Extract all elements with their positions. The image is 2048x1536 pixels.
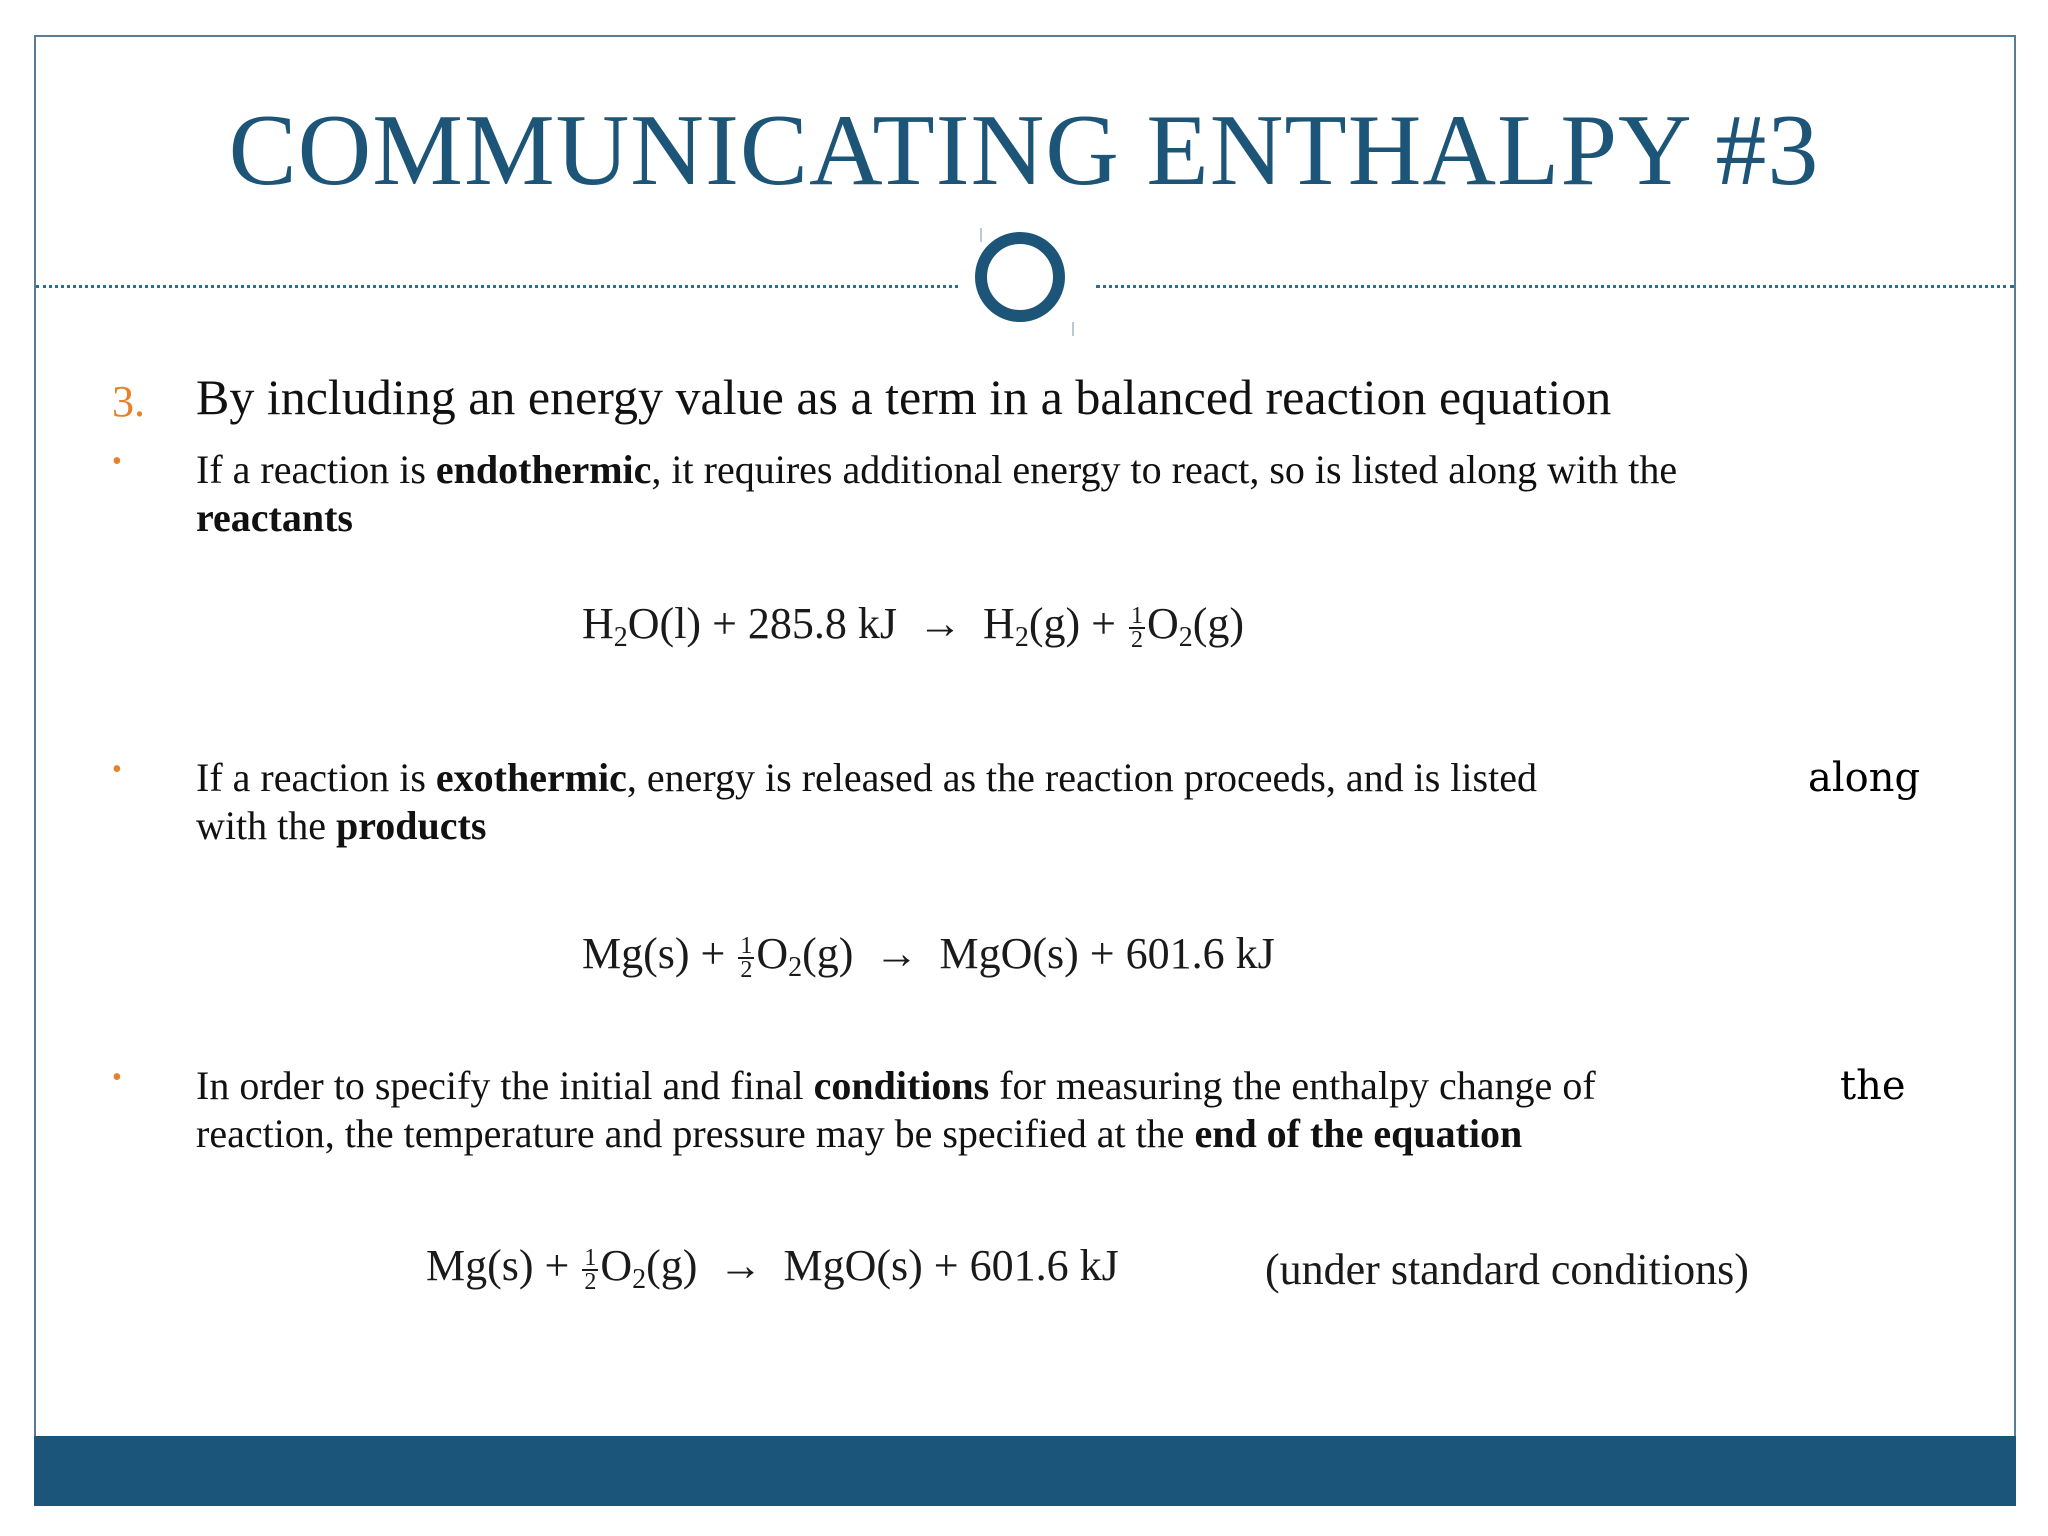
equation-endothermic [582, 599, 1245, 653]
bullet-bold-term: end of the equation [1194, 1111, 1523, 1156]
eq-term: (g) + [1028, 599, 1116, 648]
slide-title: COMMUNICATING ENTHALPY #3 [228, 94, 1820, 207]
bullet-endothermic [196, 446, 1916, 542]
bullet-bold-term: reactants [196, 495, 353, 540]
equation-standard-conditions [426, 1241, 1119, 1295]
ring-tick [980, 228, 982, 242]
bullet-text: with the [196, 803, 336, 848]
eq-term: Mg(s) + [582, 929, 726, 978]
circle-ornament-icon [975, 232, 1065, 322]
title-divider-left [36, 285, 958, 288]
eq-subscript: 2 [1178, 622, 1193, 653]
eq-term: O [756, 929, 789, 978]
fraction-denominator: 2 [1130, 626, 1143, 653]
bullet-conditions [196, 1062, 1916, 1158]
eq-subscript: 2 [632, 1264, 647, 1295]
fraction-half [582, 1244, 598, 1295]
footer-bar [34, 1436, 2016, 1506]
fraction-denominator: 2 [740, 956, 753, 983]
eq-term: MgO(s) + 601.6 kJ [939, 929, 1275, 978]
fraction-numerator: 1 [584, 1244, 597, 1271]
eq-subscript: 2 [1014, 622, 1029, 653]
eq-term: O [1146, 599, 1179, 648]
equation-exothermic [582, 929, 1275, 983]
eq-term: H [983, 599, 1015, 648]
fraction-numerator: 1 [1130, 602, 1143, 629]
title-divider-right [1096, 285, 2014, 288]
bullet-text: If a reaction is [196, 755, 436, 800]
eq-term: O(l) + 285.8 kJ [627, 599, 898, 648]
bullet-text: , it requires additional energy to react, so is listed along with the [651, 447, 1678, 492]
eq-term: O [600, 1241, 633, 1290]
reaction-arrow-icon: → [918, 599, 963, 648]
bullet-marker: • [112, 446, 122, 477]
bullet-bold-term: conditions [813, 1063, 990, 1108]
bullet-text: If a reaction is [196, 447, 436, 492]
fraction-denominator: 2 [584, 1268, 597, 1295]
bullet-marker: • [112, 754, 122, 785]
eq-term: Mg(s) + [426, 1241, 570, 1290]
fraction-half [1129, 602, 1145, 653]
eq-term: MgO(s) + 601.6 kJ [783, 1241, 1119, 1290]
bullet-justified-tail: the [1840, 1063, 1906, 1109]
bullet-bold-term: products [335, 803, 487, 848]
bullet-bold-term: endothermic [435, 447, 652, 492]
bullet-text: In order to specify the initial and final [196, 1063, 814, 1108]
bullet-exothermic [196, 754, 1916, 850]
eq-subscript: 2 [613, 622, 628, 653]
eq-term: (g) [802, 929, 854, 978]
equation-condition-note: (under standard conditions) [1265, 1245, 1749, 1294]
reaction-arrow-icon: → [718, 1241, 763, 1290]
heading-number: 3. [112, 377, 145, 426]
bullet-text: reaction, the temperature and pressure may be specified at the [196, 1111, 1195, 1156]
reaction-arrow-icon: → [874, 929, 919, 978]
heading-text: By including an energy value as a term in a balanced reaction equation [196, 369, 1612, 425]
fraction-half [738, 932, 754, 983]
ring-tick [1072, 322, 1074, 336]
eq-term: H [582, 599, 614, 648]
bullet-marker: • [112, 1062, 122, 1093]
bullet-text: for measuring the enthalpy change of [989, 1063, 1596, 1108]
eq-term: (g) [1192, 599, 1245, 648]
eq-term: (g) [646, 1241, 698, 1290]
eq-subscript: 2 [788, 952, 803, 983]
bullet-justified-tail: along [1808, 755, 1921, 801]
bullet-text: , energy is released as the reaction proceeds, and is listed [626, 755, 1537, 800]
fraction-numerator: 1 [740, 932, 753, 959]
bullet-bold-term: exothermic [435, 755, 627, 800]
